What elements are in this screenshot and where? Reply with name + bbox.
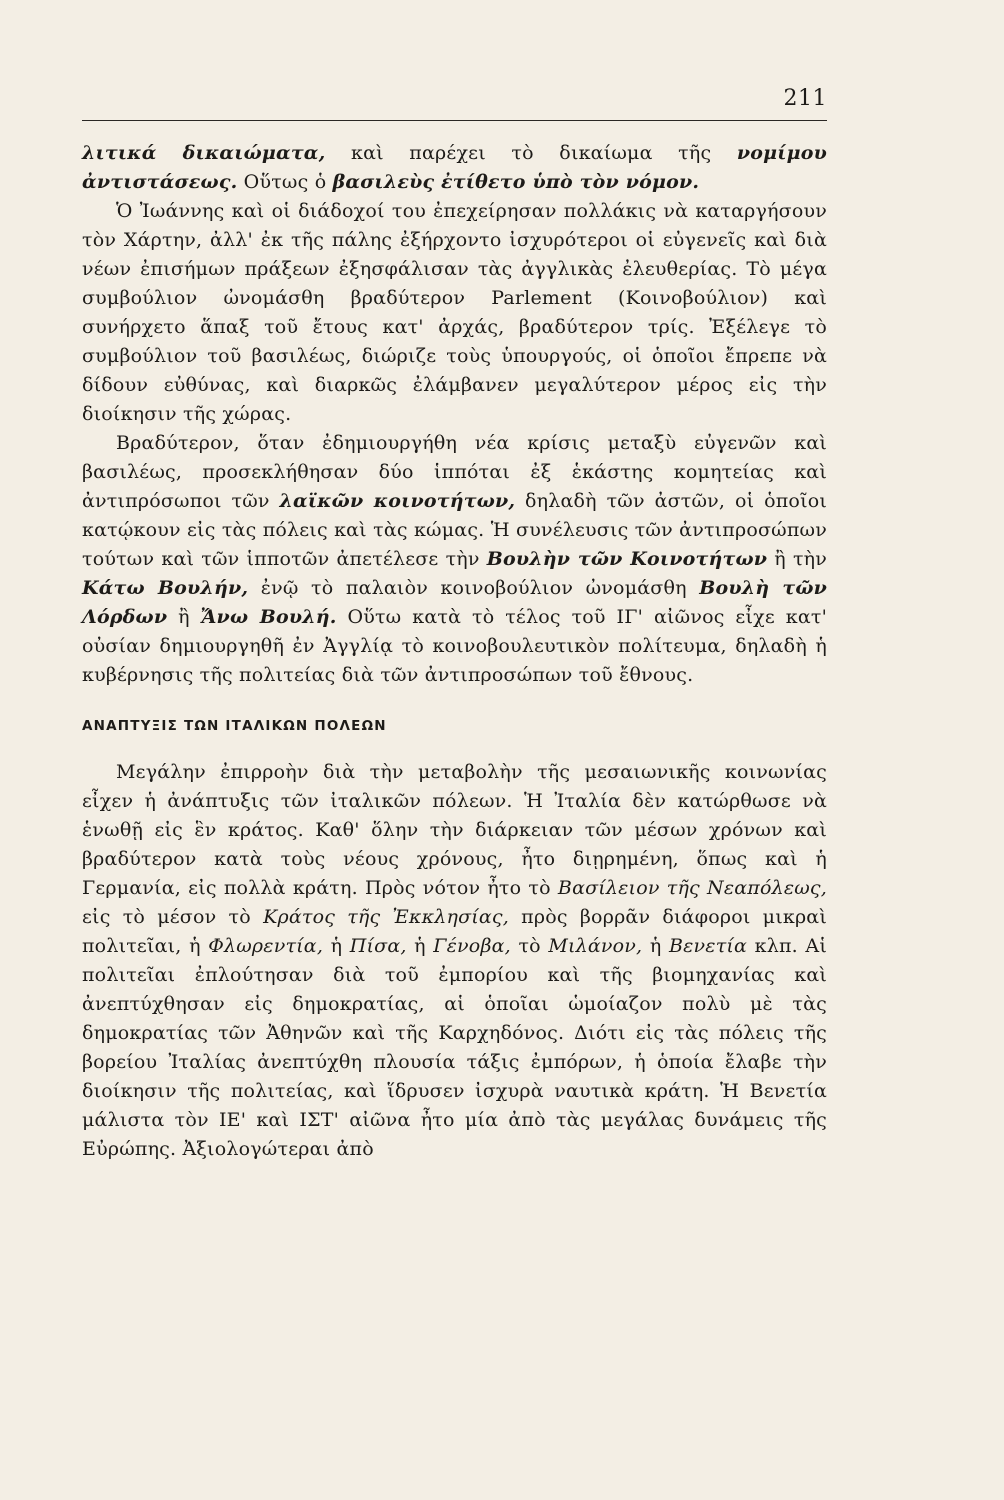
text-span: ἢ — [167, 606, 201, 628]
book-page — [82, 80, 827, 1164]
text-span: Βενετία — [668, 935, 748, 957]
text-span: βασιλεὺς ἐτίθετο ὑπὸ τὸν νόμον. — [332, 171, 700, 193]
text-span: Πίσα, — [349, 935, 407, 957]
text-span: Κάτω Βουλήν, — [82, 577, 249, 599]
text-span: κλπ. Αἱ πολιτεῖαι ἐπλούτησαν διὰ τοῦ ἐμπορίου καὶ τῆς βιομηχανίας καὶ ἀνεπτύχθησαν εἰς δημοκρατίας, αἱ ὁποῖαι ὡμοίαζον πολὺ μὲ τὰς δημοκρατίας τῶν Ἀθηνῶν καὶ τῆς Καρχηδόνος. Διότι εἰς τὰς πόλεις τῆς βορείου Ἰταλίας ἀνεπτύχθη πλουσία τάξις ἐμπόρων, ἡ ὁποία ἔλαβε τὴν διοίκησιν τῆς πολιτείας, καὶ ἵδρυσεν ἰσχυρὰ ναυτικὰ κράτη. Ἡ Βενετία μάλιστα τὸν ΙΕ' καὶ ΙΣΤ' αἰῶνα ἦτο μία ἀπὸ τὰς μεγάλας δυνάμεις τῆς Εὐρώπης. Ἀξιολογώτεραι ἀπὸ — [82, 935, 827, 1160]
text-span: Γένοβα, — [433, 935, 511, 957]
text-span: νομίμου ἀντιστάσεως. — [82, 142, 827, 193]
text-span: ἐνῷ τὸ παλαιὸν κοινοβούλιον ὠνομάσθη — [248, 577, 700, 599]
paragraph-3 — [82, 429, 827, 690]
text-span: Οὕτως ὁ — [237, 171, 333, 193]
text-span: Ἄνω Βουλή. — [200, 606, 337, 628]
text-span: λαϊκῶν κοινοτήτων, — [279, 490, 516, 512]
text-span: ἡ — [406, 935, 434, 957]
text-span: δηλαδὴ τῶν ἀστῶν, οἱ ὁποῖοι κατῴκουν εἰς τὰς πόλεις καὶ τὰς κώμας. Ἡ συνέλευσις τῶν ἀντιπροσώπων τούτων καὶ τῶν ἱπποτῶν ἀπετέλεσε τὴν — [82, 490, 828, 570]
text-span: Βουλὴ τῶν Λόρδων — [82, 577, 828, 628]
text-span: Φλωρεντία, — [208, 935, 324, 957]
text-span: Βουλὴν τῶν Κοινοτήτων — [486, 548, 768, 570]
paragraph-2 — [82, 197, 827, 429]
paragraph-1 — [82, 139, 827, 197]
text-span: Κράτος τῆς Ἐκκλησίας, — [263, 906, 509, 928]
text-span: ἡ — [323, 935, 350, 957]
text-span: καὶ παρέχει τὸ δικαίωμα τῆς — [325, 142, 737, 164]
text-span: ἡ — [642, 935, 669, 957]
text-span: Βραδύτερον, ὅταν ἐδημιουργήθη νέα κρίσις μεταξὺ εὐγενῶν καὶ βασιλέως, προσεκλήθησαν δύο ἱππόται ἐξ ἑκάστης κομητείας καὶ ἀντιπρόσωποι τῶν — [82, 432, 827, 512]
section-heading: ΑΝΑΠΤΥΞΙΣ ΤΩΝ ΙΤΑΛΙΚΩΝ ΠΟΛΕΩΝ — [82, 718, 387, 734]
page-number: 211 — [783, 86, 827, 111]
text-span: Βασίλειον τῆς Νεαπόλεως, — [557, 877, 827, 899]
text-span: Μεγάλην ἐπιρροὴν διὰ τὴν μεταβολὴν τῆς μεσαιωνικῆς κοινωνίας εἶχεν ἡ ἀνάπτυξις τῶν ἰταλικῶν πόλεων. Ἡ Ἰταλία δὲν κατώρθωσε νὰ ἑνωθῇ εἰς ἓν κράτος. Καθ' ὅλην τὴν διάρκειαν τῶν μέσων χρόνων καὶ βραδύτερον κατὰ τοὺς νέους χρόνους, ἦτο διῃρημένη, ὅπως καὶ ἡ Γερμανία, εἰς πολλὰ κράτη. Πρὸς νότον ἦτο τὸ — [82, 761, 827, 899]
text-span: Οὕτω κατὰ τὸ τέλος τοῦ ΙΓ' αἰῶνος εἶχε κατ' οὐσίαν δημιουργηθῆ ἐν Ἀγγλίᾳ τὸ κοινοβουλευτικὸν πολίτευμα, δηλαδὴ ἡ κυβέρνησις τῆς πολιτείας διὰ τῶν ἀντιπροσώπων τοῦ ἔθνους. — [82, 606, 828, 686]
text-span: πρὸς βορρᾶν διάφοροι μικραὶ πολιτεῖαι, ἡ — [82, 906, 827, 957]
text-span: Ὁ Ἰωάννης καὶ οἱ διάδοχοί του ἐπεχείρησαν πολλάκις νὰ καταργήσουν τὸν Χάρτην, ἀλλ' ἐκ τῆς πάλης ἐξήρχοντο ἰσχυρότεροι οἱ εὐγενεῖς καὶ διὰ νέων ἐπισήμων πράξεων ἐξησφάλισαν τὰς ἀγγλικὰς ἐλευθερίας. Τὸ μέγα συμβούλιον ὠνομάσθη βραδύτερον Parlement (Κοινοβούλιον) καὶ συνήρχετο ἅπαξ τοῦ ἔτους κατ' ἀρχάς, βραδύτερον τρίς. Ἐξέλεγε τὸ συμβούλιον τοῦ βασιλέως, διώριζε τοὺς ὑπουργούς, οἱ ὁποῖοι ἔπρεπε νὰ δίδουν εὐθύνας, καὶ διαρκῶς ἐλάμβανεν μεγαλύτερον μέρος εἰς τὴν διοίκησιν τῆς χώρας. — [82, 200, 827, 425]
page-header — [82, 80, 827, 121]
text-span: εἰς τὸ μέσον τὸ — [82, 906, 264, 928]
paragraph-4 — [82, 758, 827, 1164]
text-span: λιτικά δικαιώματα, — [82, 142, 326, 164]
text-span: ἢ τὴν — [767, 548, 827, 570]
text-span: τὸ — [510, 935, 549, 957]
text-span: Μιλάνον, — [548, 935, 643, 957]
